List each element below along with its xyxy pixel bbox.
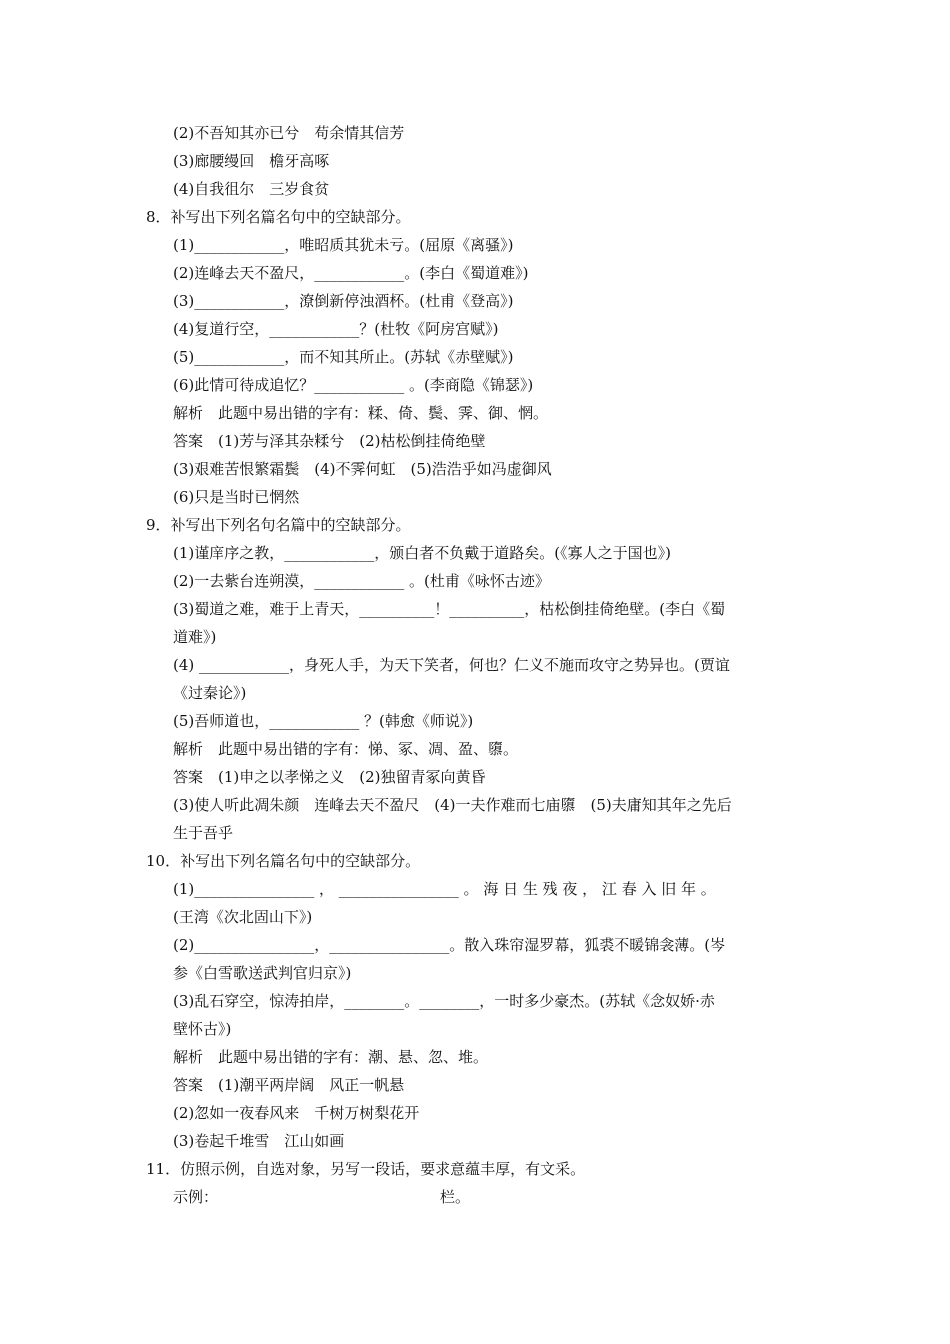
text-line: (1)谨庠序之教，____________，颁白者不负戴于道路矣。(《寡人之于国也》): [173, 544, 671, 562]
text-line: 答案 (1)潮平两岸阔 风正一帆悬: [173, 1076, 405, 1094]
text-line: (4) ____________，身死人手，为天下笑者，何也？仁义不施而攻守之势异也。(贾谊: [173, 656, 730, 674]
text-line: 解析 此题中易出错的字有：糅、倚、鬓、霁、御、惘。: [173, 404, 549, 422]
text-line: (4)自我徂尔 三岁食贫: [173, 180, 330, 198]
text-line: (3)卷起千堆雪 江山如画: [173, 1132, 345, 1150]
text-line: 道难》): [173, 628, 217, 646]
text-line: (3)使人听此凋朱颜 连峰去天不盈尺 (4)一夫作难而七庙隳 (5)夫庸知其年之先后: [173, 796, 732, 814]
text-line: (5)吾师道也，____________ ？(韩愈《师说》): [173, 712, 474, 730]
text-line: (2)一去紫台连朔漠，____________ 。(杜甫《咏怀古迹》: [173, 572, 550, 590]
question-heading: 8．补写出下列名篇名句中的空缺部分。: [146, 208, 411, 226]
question-heading: 9．补写出下列名句名篇中的空缺部分。: [146, 516, 411, 534]
text-line: (6)只是当时已惘然: [173, 488, 300, 506]
text-line: (2)连峰去天不盈尺，____________。(李白《蜀道难》): [173, 264, 529, 282]
text-line: 栏。: [440, 1188, 471, 1206]
text-line: 示例：: [173, 1188, 219, 1206]
text-line: (王湾《次北固山下》): [173, 908, 313, 926]
text-line: (5)____________，而不知其所止。(苏轼《赤壁赋》): [173, 348, 514, 366]
text-line: (3)蜀道之难，难于上青天，__________！__________，枯松倒挂倚绝壁。(李白《蜀: [173, 600, 726, 618]
text-line: 生于吾乎: [173, 824, 234, 842]
text-line: (3)乱石穿空，惊涛拍岸，________。________，一时多少豪杰。(苏轼《念奴娇·赤: [173, 992, 715, 1010]
text-line: (2)________________，________________。散入珠帘湿罗幕，狐裘不暖锦衾薄。(岑: [173, 936, 726, 954]
text-line: 答案 (1)芳与泽其杂糅兮 (2)枯松倒挂倚绝壁: [173, 432, 486, 450]
text-line: (2)忽如一夜春风来 千树万树梨花开: [173, 1104, 420, 1122]
text-line: (3)____________，潦倒新停浊酒杯。(杜甫《登高》): [173, 292, 514, 310]
text-line: 壁怀古》): [173, 1020, 232, 1038]
question-heading: 10．补写出下列名篇名句中的空缺部分。: [146, 852, 421, 870]
text-line: 解析 此题中易出错的字有：悌、冢、凋、盈、隳。: [173, 740, 519, 758]
text-line: 《过秦论》): [173, 684, 247, 702]
text-line: (3)廊腰缦回 檐牙高啄: [173, 152, 330, 170]
text-line: (6)此情可待成追忆？____________ 。(李商隐《锦瑟》): [173, 376, 534, 394]
text-line: (1)________________ ， ________________ 。 海 日 生 残 夜 ， 江 春 入 旧 年 。: [173, 880, 716, 898]
text-line: (3)艰难苦恨繁霜鬓 (4)不霁何虹 (5)浩浩乎如冯虚御风: [173, 460, 552, 478]
text-line: (1)____________，唯昭质其犹未亏。(屈原《离骚》): [173, 236, 514, 254]
text-line: (4)复道行空，____________？(杜牧《阿房宫赋》): [173, 320, 499, 338]
text-line: (2)不吾知其亦已兮 苟余情其信芳: [173, 124, 405, 142]
question-heading: 11．仿照示例，自选对象，另写一段话，要求意蕴丰厚，有文采。: [146, 1160, 586, 1178]
text-line: 参《白雪歌送武判官归京》): [173, 964, 352, 982]
text-line: 解析 此题中易出错的字有：潮、悬、忽、堆。: [173, 1048, 489, 1066]
text-line: 答案 (1)申之以孝悌之义 (2)独留青冢向黄昏: [173, 768, 486, 786]
